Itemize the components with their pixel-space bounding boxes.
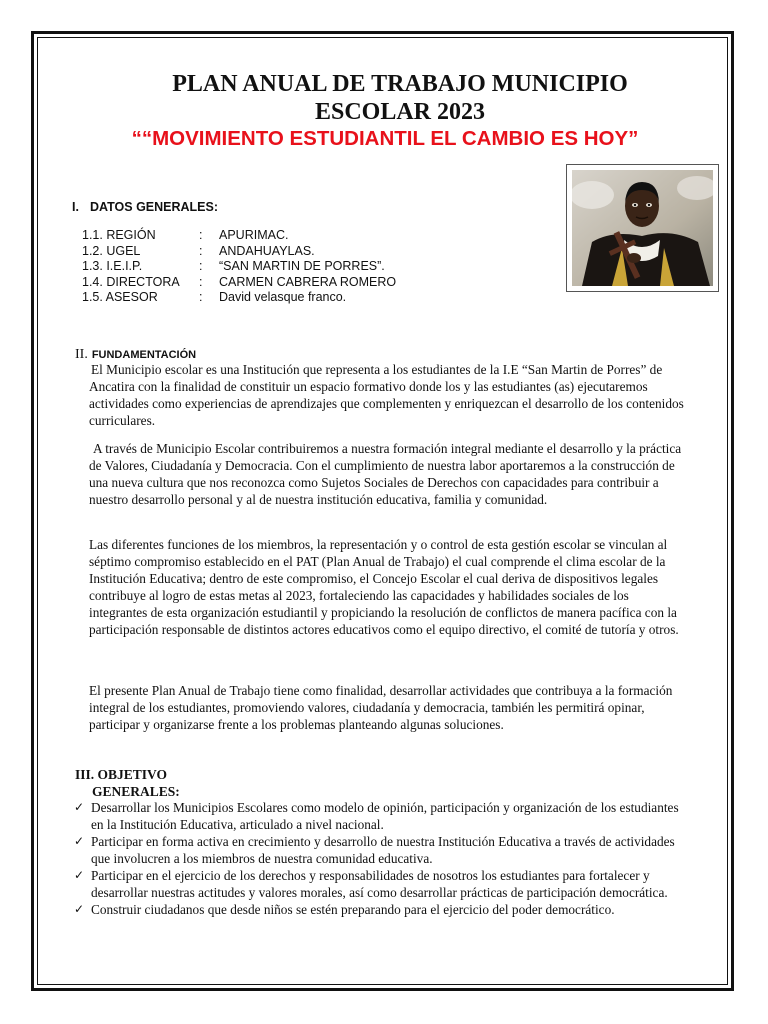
paragraph-2: A través de Municipio Escolar contribuiremos a nuestra formación integral mediante el desarrollo y la práctica de Valores, Ciudadanía y Democracia. Con el cumplimiento de nuestra labor aportaremos a la construcción de una nueva cultura que nos reconozca como Sujetos Sociales de Derechos con capacidades para contribuir a nuestro desarrollo personal y al de nuestra institución educativa, familia y comunidad.: [89, 441, 682, 507]
data-label: 1.5. ASESOR: [82, 290, 158, 304]
section-3-heading: III. OBJETIVO: [75, 767, 168, 782]
data-separator: :: [199, 243, 203, 258]
list-item: [74, 833, 694, 867]
objective-text: Desarrollar los Municipios Escolares como modelo de opinión, participación y organización de los estudiantes en la Institución Educativa, articulado a nivel nacional.: [91, 800, 679, 832]
data-separator: :: [199, 259, 203, 273]
section-2-number: II.: [75, 347, 88, 362]
data-value: ANDAHUAYLAS.: [219, 243, 315, 258]
check-icon: ✓: [74, 868, 85, 882]
section-1-number: I.: [72, 200, 79, 214]
data-row-ieip: [82, 259, 396, 275]
data-value: CARMEN CABRERA ROMERO: [219, 274, 397, 289]
data-value: “SAN MARTIN DE PORRES”.: [219, 259, 385, 273]
section-3-subheading: GENERALES:: [92, 784, 180, 799]
data-row-region: [82, 228, 396, 244]
objective-text: Participar en forma activa en crecimiento y desarrollo de nuestra Institución Educativa a través de actividades que involucren a los miembros de nuestra comunidad educativa.: [91, 834, 675, 866]
data-label: 1.3. I.E.I.P.: [82, 259, 143, 273]
data-separator: :: [199, 228, 203, 242]
document-title: PLAN ANUAL DE TRABAJO MUNICIPIO ESCOLAR 2023: [172, 71, 628, 125]
objectives-list: [74, 799, 694, 918]
patron-saint-photo: [566, 164, 719, 292]
list-item: [74, 799, 694, 833]
check-icon: ✓: [74, 902, 85, 916]
list-item: [74, 901, 694, 918]
data-label: 1.4. DIRECTORA: [82, 274, 180, 289]
data-value: APURIMAC.: [219, 228, 289, 242]
motto: ““MOVIMIENTO ESTUDIANTIL EL CAMBIO ES HOY”: [131, 127, 639, 150]
paragraph-1: El Municipio escolar es una Institución que representa a los estudiantes de la I.E “San Martin de Porres” de Ancatira con la finalidad de constituir un espacio formativo donde los y las estudiantes (as) ejecutaremos actividades como experiencias de aprendizajes que complementen y enriquezcan el desarrollo de los contenidos curriculares.: [89, 362, 684, 428]
section-1-title: DATOS GENERALES:: [90, 200, 219, 214]
check-icon: ✓: [74, 800, 85, 814]
data-row-asesor: [82, 290, 396, 306]
general-data-list: [82, 228, 396, 306]
data-label: 1.1. REGIÓN: [82, 228, 156, 242]
objective-text: Construir ciudadanos que desde niños se estén preparando para el ejercicio del poder democrático.: [91, 902, 615, 917]
objective-text: Participar en el ejercicio de los derechos y responsabilidades de nosotros los estudiantes para fortalecer y desarrollar nuestras actitudes y valores morales, así como desarrollar prácticas de participación democrática.: [91, 868, 668, 900]
data-label: 1.2. UGEL: [82, 243, 141, 258]
section-2-title: FUNDAMENTACIÓN: [91, 349, 197, 361]
data-separator: :: [199, 274, 203, 289]
data-row-directora: [82, 275, 396, 291]
paragraph-4: El presente Plan Anual de Trabajo tiene como finalidad, desarrollar actividades que contribuya a la formación integral de los estudiantes, promoviendo valores, ciudadanía y democracia, también les permitirá opinar, participar y organizarse frente a los problemas planteando algunas soluciones.: [89, 683, 673, 732]
section-1-heading: [72, 200, 218, 214]
data-row-ugel: [82, 244, 396, 260]
data-separator: :: [199, 290, 203, 304]
paragraph-3: Las diferentes funciones de los miembros, la representación y o control de esta gestión escolar se vinculan al séptimo compromiso establecido en el PAT (Plan Anual de Trabajo) el cual comprende el clima escolar de la Institución Educativa; dentro de este compromiso, el Concejo Escolar el cual deriva de dispositivos legales contribuye al logro de estas metas al 2023, fortaleciendo las capacidades y habilidades sociales de los integrantes de esta organización estudiantil y propiciando la resolución de conflictos de manera pacífica con la participación responsable de distintos actores educativos como el equipo directivo, el comité de tutoría y otros.: [89, 537, 679, 637]
data-value: David velasque franco.: [219, 290, 347, 304]
list-item: [74, 867, 694, 901]
check-icon: ✓: [74, 834, 85, 848]
